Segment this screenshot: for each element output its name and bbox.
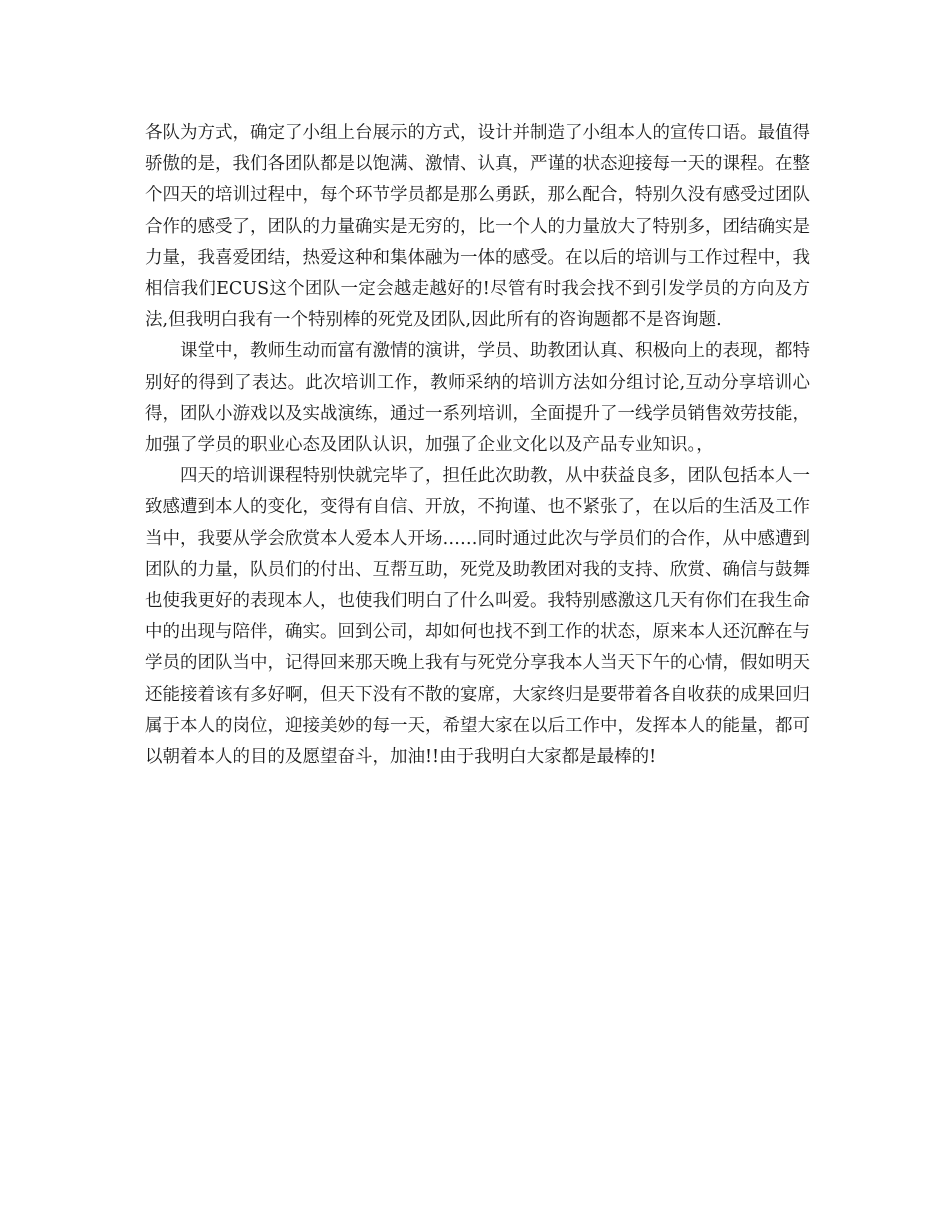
paragraph-1: 各队为方式，确定了小组上台展示的方式，设计并制造了小组本人的宣传口语。最值得骄傲的是，我们各团队都是以饱满、激情、认真，严谨的状态迎接每一天的课程。在整个四天的培训过程中，每个环节学员都是那么勇跃，那么配合，特别久没有感受过团队合作的感受了，团队的力量确实是无穷的，比一个人的力量放大了特别多，团结确实是力量，我喜爱团结，热爱这种和集体融为一体的感受。在以后的培训与工作过程中，我相信我们ECUS这个团队一定会越走越好的!尽管有时我会找不到引发学员的方向及方法,但我明白我有一个特别棒的死党及团队,因此所有的咨询题都不是咨询题. [145, 123, 810, 331]
paragraph-2: 课堂中，教师生动而富有激情的演讲，学员、助教团认真、积极向上的表现，都特别好的得到了表达。此次培训工作，教师采纳的培训方法如分组讨论,互动分享培训心得，团队小游戏以及实战演练，通过一系列培训，全面提升了一线学员销售效劳技能，加强了学员的职业心态及团队认识，加强了企业文化以及产品专业知识。， [145, 341, 810, 456]
paragraph-3: 四天的培训课程特别快就完毕了，担任此次助教，从中获益良多，团队包括本人一致感遭到本人的变化，变得有自信、开放，不拘谨、也不紧张了，在以后的生活及工作当中，我要从学会欣赏本人爱本人开场……同时通过此次与学员们的合作，从中感遭到团队的力量，队员们的付出、互帮互助，死党及助教团对我的支持、欣赏、确信与鼓舞也使我更好的表现本人，也使我们明白了什么叫爱。我特别感激这几天有你们在我生命中的出现与陪伴，确实。回到公司，却如何也找不到工作的状态，原来本人还沉醉在与学员的团队当中，记得回来那天晚上我有与死党分享我本人当天下午的心情，假如明天还能接着该有多好啊，但天下没有不散的宴席，大家终归是要带着各自收获的成果回归属于本人的岗位，迎接美妙的每一天，希望大家在以后工作中，发挥本人的能量，都可以朝着本人的目的及愿望奋斗，加油!!由于我明白大家都是最棒的! [145, 466, 810, 768]
document-body [145, 118, 810, 773]
